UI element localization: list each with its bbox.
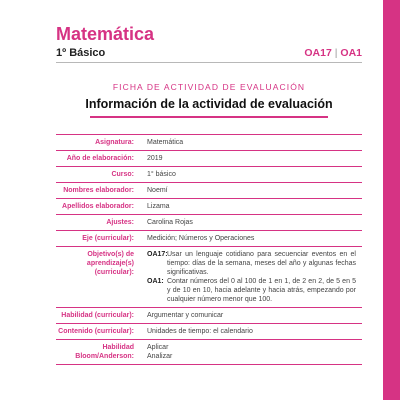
row-label: Habilidad Bloom/Anderson: (75, 344, 134, 360)
row-value: Matemática (147, 139, 184, 146)
table-row (56, 167, 362, 183)
row-label: Eje (curricular): (82, 235, 134, 242)
objective-code-2: OA1 (340, 47, 362, 59)
bloom-skill-2: Analizar (147, 353, 173, 360)
table-row (56, 135, 362, 151)
table-row (56, 231, 362, 247)
table-row (56, 340, 362, 365)
objective-item (147, 250, 356, 277)
objective-text: Usar un lenguaje cotidiano para secuenciar eventos en el tiempo: días de la semana, meses del año y algunas fechas significativas. (167, 251, 356, 276)
title-underline (90, 116, 328, 118)
table-row (56, 324, 362, 340)
row-value: 2019 (147, 155, 163, 162)
row-label: Curso: (111, 171, 134, 178)
row-value: 1° básico (147, 171, 176, 178)
objective-code: OA17: (147, 251, 168, 258)
table-row (56, 151, 362, 167)
bloom-skill-1: Aplicar (147, 344, 169, 351)
row-value: Carolina Rojas (147, 219, 193, 226)
side-accent-bar (383, 0, 400, 400)
grade-label: 1º Básico (56, 47, 106, 59)
table-row (56, 183, 362, 199)
header-divider (56, 62, 362, 63)
table-row-objectives (56, 247, 362, 308)
objective-codes (304, 47, 362, 59)
row-label: Nombres elaborador: (63, 187, 134, 194)
row-label: Contenido (curricular): (58, 328, 134, 335)
row-label: Habilidad (curricular): (61, 312, 134, 319)
row-label: Asignatura: (95, 139, 134, 146)
objective-code: OA1: (147, 278, 164, 285)
row-label: Ajustes: (106, 219, 134, 226)
row-value: Medición; Números y Operaciones (147, 235, 255, 242)
subject-title: Matemática (56, 24, 155, 44)
objective-text: Contar números del 0 al 100 de 1 en 1, de 2 en 2, de 5 en 5 y de 10 en 10, hacia adelante y hacia atrás, empezando por cualquier número menor que 100. (167, 278, 356, 303)
objective-code-1: OA17 (304, 47, 332, 59)
code-separator: | (334, 47, 338, 59)
objectives-list (139, 247, 362, 307)
row-label: Año de elaboración: (66, 155, 134, 162)
section-title: Información de la actividad de evaluación (85, 97, 333, 111)
row-value: Noemí (147, 187, 168, 194)
row-value: Unidades de tiempo: el calendario (147, 328, 253, 335)
row-label: Apellidos elaborador: (62, 203, 134, 210)
ficha-label: FICHA DE ACTIVIDAD DE EVALUACIÓN (112, 82, 306, 92)
row-value: Lizama (147, 203, 170, 210)
table-row (56, 215, 362, 231)
row-label: Objetivo(s) de aprendizaje(s) (curricular): (86, 251, 134, 276)
row-value (139, 340, 362, 364)
row-value: Argumentar y comunicar (147, 312, 224, 319)
info-table (56, 134, 362, 365)
objective-item (147, 277, 356, 304)
table-row (56, 199, 362, 215)
table-row (56, 308, 362, 324)
